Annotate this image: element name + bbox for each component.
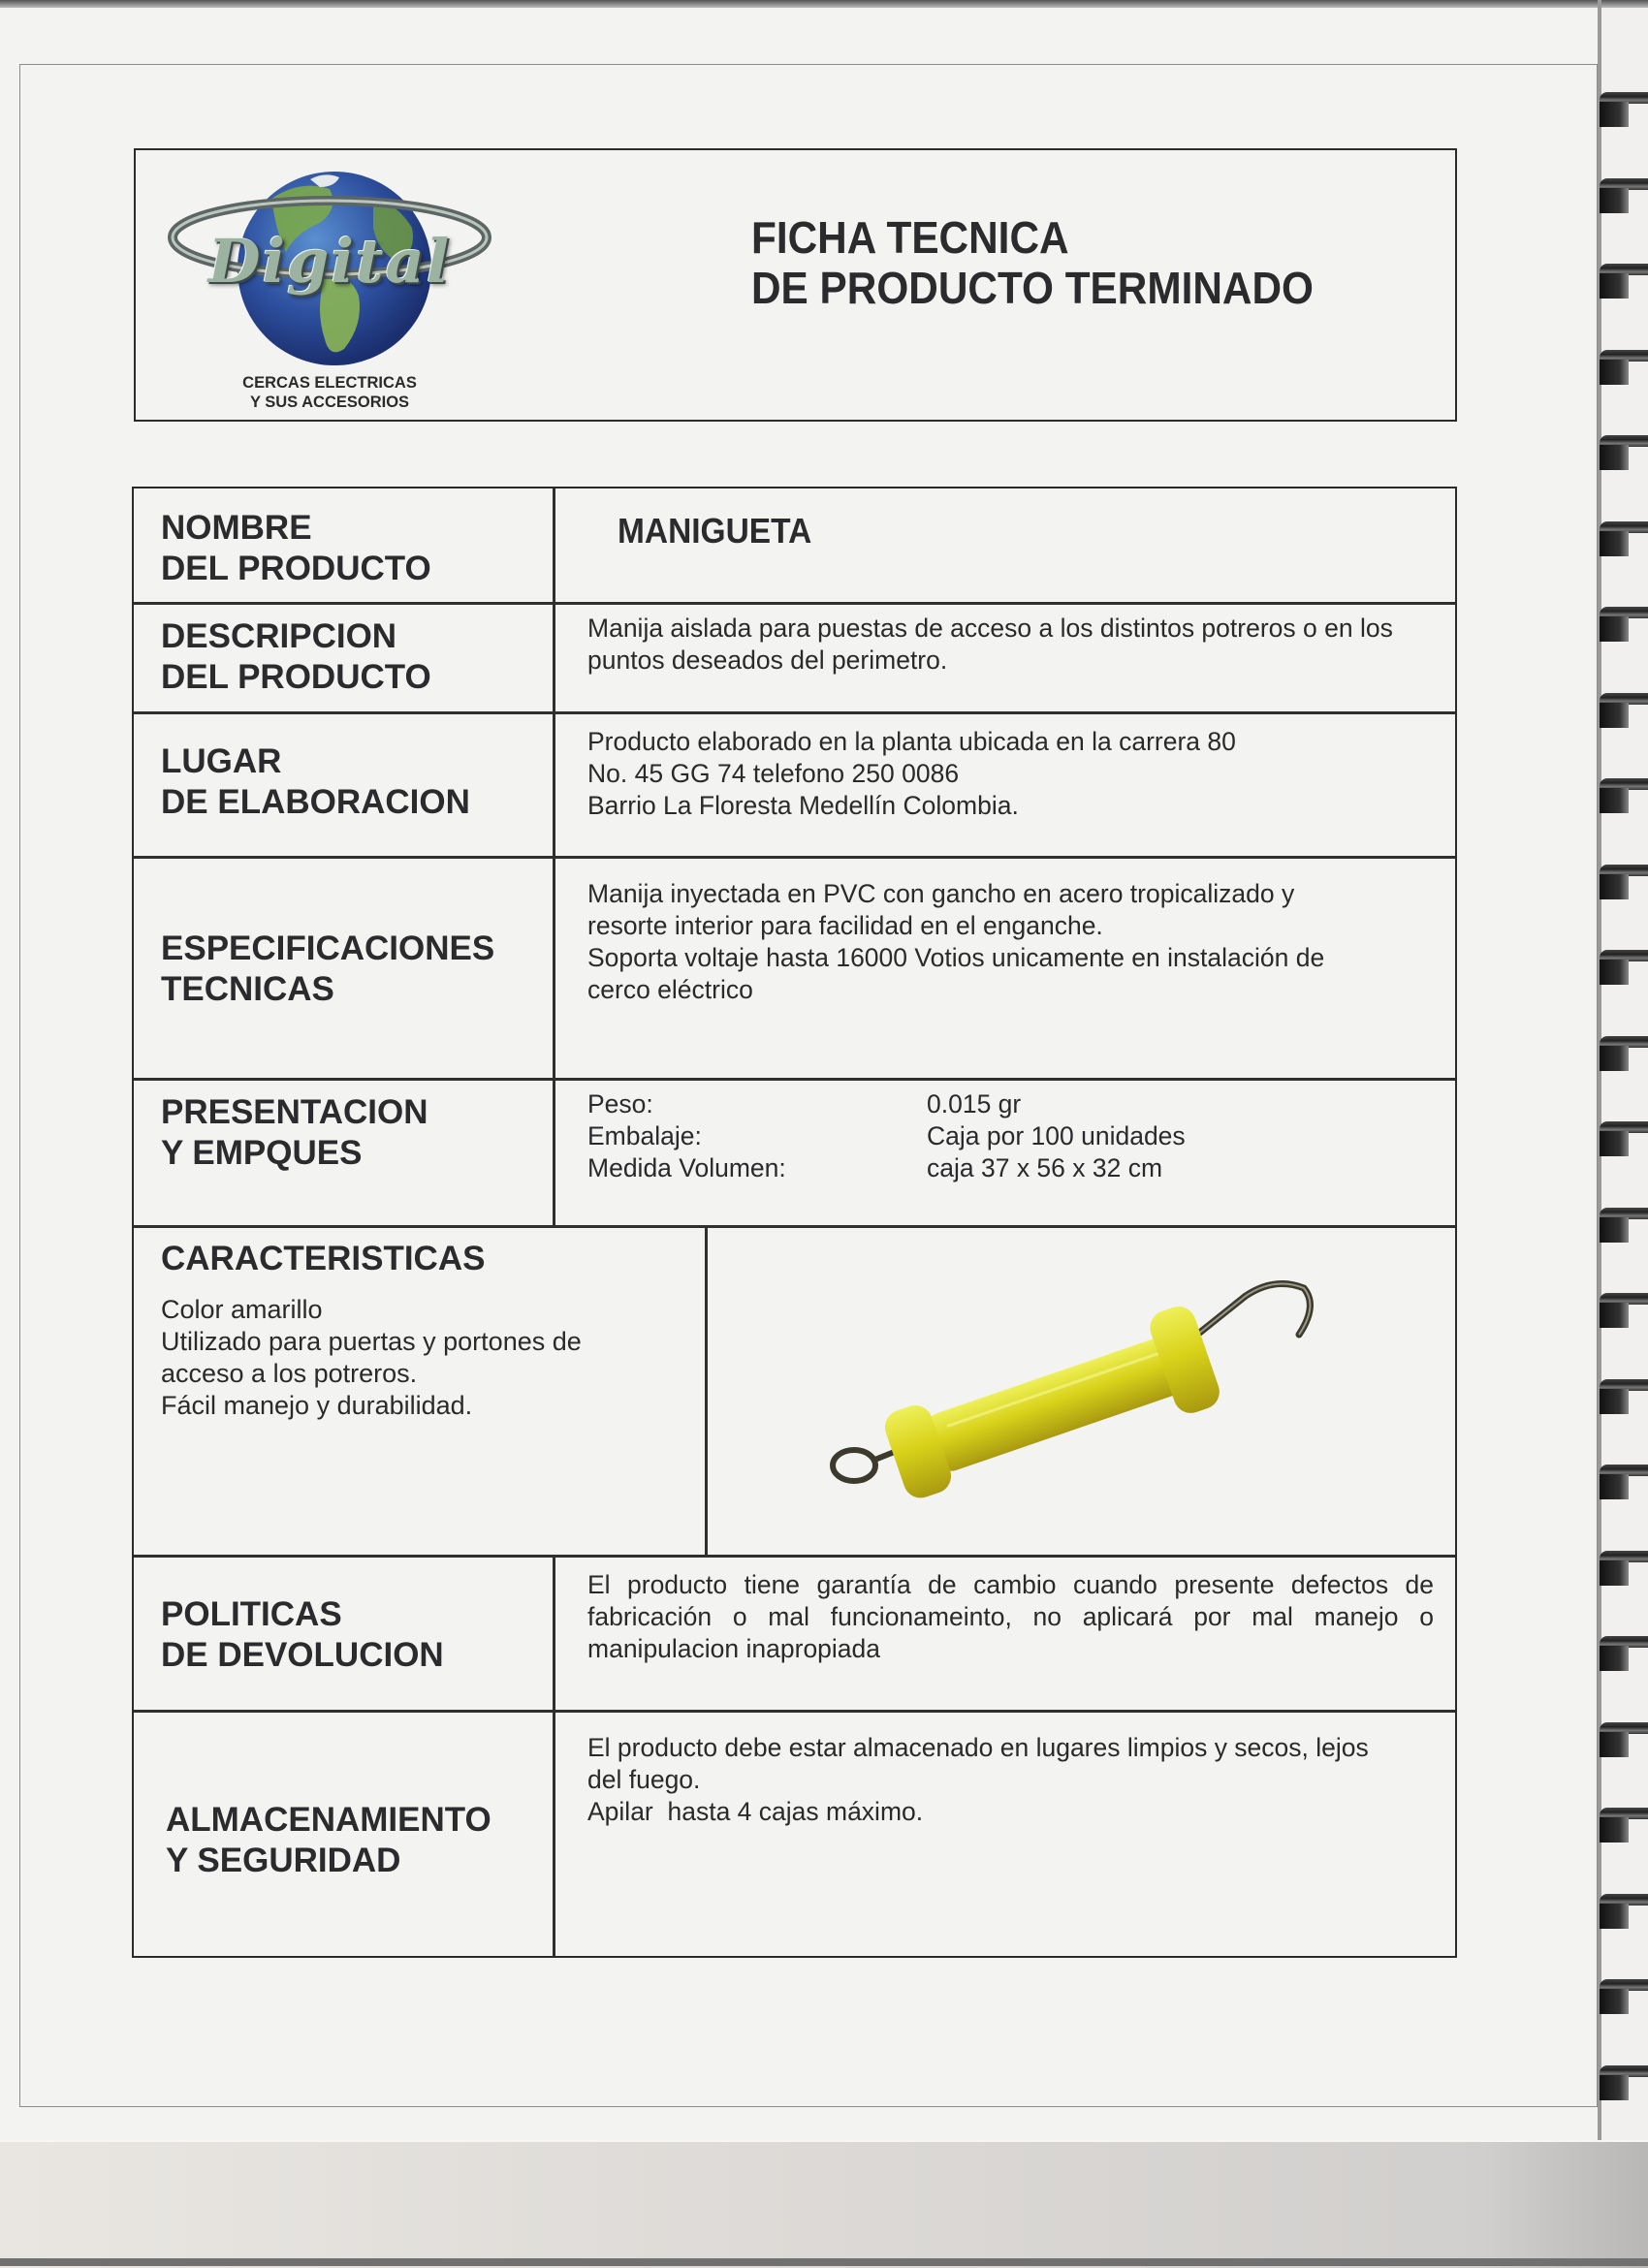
row-label [134, 488, 555, 602]
label-line: ALMACENAMIENTO [166, 1801, 491, 1839]
spiral-ring [1600, 693, 1648, 728]
scan-bottom-edge [0, 2258, 1648, 2266]
spiral-ring [1600, 92, 1648, 127]
packaging-item [587, 1152, 1186, 1184]
value-line: resorte interior para facilidad en el enganche. [587, 911, 1103, 940]
tagline-line: CERCAS ELECTRICAS [242, 374, 417, 392]
spiral-ring [1600, 2065, 1648, 2100]
ring-wire [1600, 703, 1629, 728]
label-line: DEL PRODUCTO [161, 658, 431, 696]
value-line: puntos deseados del perimetro. [587, 646, 948, 675]
item-value: 0.015 gr [927, 1089, 1022, 1118]
spiral-ring [1600, 607, 1648, 642]
company-logo [165, 160, 494, 412]
value-line: cerco eléctrico [587, 975, 753, 1004]
row-value [555, 859, 1455, 1078]
ring-wire [1600, 1904, 1629, 1929]
value-line: Apilar hasta 4 cajas máximo. [587, 1797, 924, 1826]
row-label [134, 714, 555, 856]
ring-wire [1600, 1389, 1629, 1414]
spiral-ring [1600, 1722, 1648, 1757]
storage-text [587, 1732, 1438, 1828]
ring-wire [1600, 1989, 1629, 2014]
spiral-ring [1600, 1551, 1648, 1586]
characteristic-line: Utilizado para puertas y portones de [161, 1327, 582, 1356]
spiral-ring [1600, 1036, 1648, 1071]
spiral-ring [1600, 350, 1648, 385]
ring-wire [1600, 788, 1629, 813]
row-value [555, 1713, 1455, 1956]
row-descripcion [134, 602, 1455, 711]
packaging-item [587, 1120, 1186, 1152]
characteristics-title: CARACTERISTICAS [161, 1240, 486, 1277]
ring-wire [1600, 445, 1629, 470]
ring-wire [1600, 1303, 1629, 1328]
label-line: DESCRIPCION [161, 617, 397, 655]
logo-wordmark: Digital [207, 226, 452, 297]
row-label [134, 859, 555, 1078]
row-value [555, 605, 1455, 711]
label-line: ESPECIFICACIONES [161, 929, 495, 967]
item-value: Caja por 100 unidades [927, 1121, 1186, 1150]
ring-wire [1600, 874, 1629, 899]
row-label [134, 605, 555, 711]
label-text [166, 1800, 491, 1881]
spiral-ring [1600, 865, 1648, 899]
spiral-ring [1600, 1808, 1648, 1843]
ring-wire [1600, 1646, 1629, 1671]
specifications-text [587, 878, 1438, 1006]
item-value: caja 37 x 56 x 32 cm [927, 1153, 1163, 1182]
item-key: Peso: [587, 1089, 653, 1118]
handle-body [877, 1302, 1223, 1510]
spiral-ring [1600, 1208, 1648, 1243]
value-line: fabricación o mal funcionameinto, no aplicará por mal manejo o [587, 1602, 1434, 1631]
characteristic-line: Color amarillo [161, 1295, 323, 1324]
row-caracteristicas [134, 1225, 1455, 1555]
ring-wire [1600, 1046, 1629, 1071]
ring-wire [1600, 102, 1629, 127]
label-line: PRESENTACION [161, 1093, 428, 1131]
row-value [555, 714, 1455, 856]
item-key: Medida Volumen: [587, 1153, 786, 1182]
ring-wire [1600, 616, 1629, 642]
description-text [587, 613, 1438, 677]
spiral-ring [1600, 1636, 1648, 1671]
packaging-item [587, 1088, 1186, 1120]
ring-wire [1600, 360, 1629, 385]
label-line: LUGAR [161, 742, 282, 780]
spiral-ring [1600, 435, 1648, 470]
value-line: Soporta voltaje hasta 16000 Votios unicamente en instalación de [587, 943, 1325, 972]
ring-wire [1600, 531, 1629, 556]
ring-wire [1600, 1732, 1629, 1757]
spiral-ring [1600, 264, 1648, 299]
label-text [161, 1594, 444, 1676]
value-line: Manija aislada para puestas de acceso a los distintos potreros o en los [587, 614, 1393, 643]
value-line: manipulacion inapropiada [587, 1634, 881, 1663]
page-title [751, 212, 1362, 313]
label-text [161, 741, 470, 823]
spiral-ring [1600, 950, 1648, 985]
value-line: Producto elaborado en la planta ubicada en la carrera 80 [587, 727, 1236, 756]
value-line: Barrio La Floresta Medellín Colombia. [587, 791, 1019, 820]
row-almacenamiento [134, 1710, 1455, 1956]
spiral-ring [1600, 1379, 1648, 1414]
location-text [587, 726, 1438, 822]
gate-handle-icon [819, 1267, 1362, 1519]
row-label [134, 1713, 555, 1956]
label-text [161, 616, 431, 698]
spiral-ring [1600, 521, 1648, 556]
spiral-ring [1600, 1979, 1648, 2014]
label-text [161, 1092, 428, 1174]
row-label [134, 1558, 555, 1710]
label-text [161, 929, 494, 1010]
row-nombre [134, 488, 1455, 602]
ring-wire [1600, 1131, 1629, 1156]
label-line: Y EMPQUES [161, 1134, 363, 1172]
ring-wire [1600, 960, 1629, 985]
label-line: NOMBRE [161, 509, 312, 547]
row-lugar [134, 711, 1455, 856]
row-presentacion [134, 1078, 1455, 1225]
ring-wire [1600, 273, 1629, 299]
value-line: del fuego. [587, 1765, 701, 1794]
spiral-ring [1600, 1465, 1648, 1499]
ring-wire [1600, 1474, 1629, 1499]
spec-table [132, 487, 1457, 1958]
characteristics-cell [134, 1228, 708, 1555]
characteristic-line: Fácil manejo y durabilidad. [161, 1391, 473, 1420]
value-line: El producto debe estar almacenado en lugares limpios y secos, lejos [587, 1733, 1369, 1762]
row-value [555, 1558, 1455, 1710]
label-line: TECNICAS [161, 970, 334, 1008]
tagline-line: Y SUS ACCESORIOS [249, 394, 410, 411]
item-key: Embalaje: [587, 1121, 702, 1150]
characteristics-list [161, 1294, 582, 1422]
spiral-ring [1600, 1894, 1648, 1929]
ring-wire [1600, 2075, 1629, 2100]
scan-top-edge [0, 0, 1648, 8]
label-line: Y SEGURIDAD [166, 1842, 401, 1879]
ring-wire [1600, 1817, 1629, 1843]
ring-wire [1600, 1217, 1629, 1243]
packaging-list [587, 1088, 1186, 1184]
ring-wire [1600, 1560, 1629, 1586]
characteristic-line: acceso a los potreros. [161, 1359, 418, 1388]
spiral-ring [1600, 778, 1648, 813]
label-text [161, 508, 431, 589]
spiral-ring [1600, 1121, 1648, 1156]
title-line: DE PRODUCTO TERMINADO [751, 263, 1314, 313]
row-especificaciones [134, 856, 1455, 1078]
ring-wire [1600, 188, 1629, 213]
title-line: FICHA TECNICA [751, 212, 1069, 263]
row-politicas [134, 1555, 1455, 1710]
label-line: DE DEVOLUCION [161, 1636, 444, 1674]
value-line: No. 45 GG 74 telefono 250 0086 [587, 759, 960, 788]
value-line: Manija inyectada en PVC con gancho en acero tropicalizado y [587, 879, 1295, 908]
spiral-ring [1600, 1293, 1648, 1328]
label-line: DEL PRODUCTO [161, 550, 431, 587]
return-policy-text [587, 1569, 1434, 1665]
underlying-page [0, 2140, 1648, 2268]
header-box [134, 148, 1457, 422]
logo-tagline [165, 373, 494, 412]
label-line: POLITICAS [161, 1595, 342, 1633]
row-label [134, 1081, 555, 1225]
product-photo [708, 1228, 1455, 1555]
value-line: El producto tiene garantía de cambio cuando presente defectos de [587, 1570, 1434, 1599]
spiral-ring [1600, 178, 1648, 213]
row-value [555, 488, 1455, 602]
product-name: MANIGUETA [618, 511, 812, 551]
row-value [555, 1081, 1455, 1225]
label-line: DE ELABORACION [161, 783, 470, 821]
